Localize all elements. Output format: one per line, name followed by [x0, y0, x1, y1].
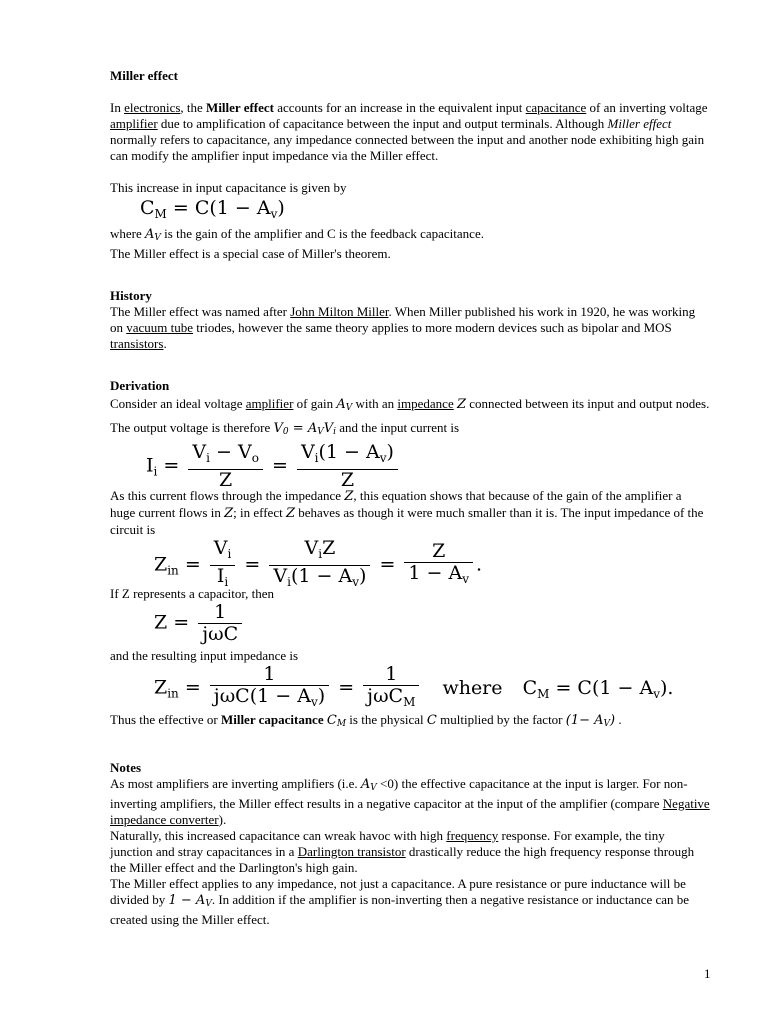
text: The Miller effect applies to any impedance, not just a capacitance. A pure resistance or pure inductance will be divided by — [110, 876, 686, 907]
math-v0-equation: V0 = AVVi — [273, 421, 336, 437]
equation-zin-capacitor: $Z_{in}$ = 1 $j\omega C(1 - A_v)$ = 1 jωC$_M$ where $C_M = C(1 - A_v)$. — [154, 663, 674, 709]
math-av: AV — [145, 227, 161, 243]
link-capacitance[interactable]: capacitance — [525, 100, 587, 115]
resulting-line: and the resulting input impedance is — [110, 648, 299, 663]
text: , this equation shows that because of the gain of the amplifier a huge current flows in — [110, 488, 682, 520]
text: . When Miller published his work in 1920, he was working on — [110, 304, 696, 335]
math-z: Z — [224, 506, 234, 521]
text: is the physical — [346, 712, 427, 727]
text: ; in effect — [233, 505, 286, 520]
text: accounts for an increase in the equivalent input — [274, 100, 526, 115]
capacitor-line: If Z represents a capacitor, then — [110, 586, 275, 601]
link-darlington-transistor[interactable]: Darlington transistor — [297, 844, 406, 859]
term-miller-effect: Miller effect — [206, 100, 275, 115]
history-heading: History — [110, 288, 152, 303]
page-number: 1 — [704, 966, 711, 981]
text: is the gain of the amplifier and C is the feedback capacitance. — [160, 226, 484, 241]
text: The Miller effect was named after — [110, 304, 291, 319]
math-factor: (1− AV) — [565, 713, 616, 729]
math-av: AV — [360, 777, 377, 793]
link-transistors[interactable]: transistors — [110, 336, 164, 351]
link-amplifier-2[interactable]: amplifier — [245, 396, 294, 411]
link-negative-impedance-converter[interactable]: Negative impedance converter — [110, 796, 710, 827]
where-line — [110, 226, 710, 246]
text: drastically reduce the high frequency response through the Miller effect and the Darlington's high gain. — [110, 844, 695, 875]
notes-paragraph-1 — [110, 776, 710, 828]
miller-capacitance-line: Thus the effective or Miller capacitance CM is the physical C multiplied by the factor (1− AV) . — [110, 712, 622, 729]
notes-paragraph-3 — [110, 876, 710, 928]
text: of gain — [293, 396, 337, 411]
notes-paragraph-2 — [110, 828, 710, 876]
text: Naturally, this increased capacitance can wreak havoc with high — [110, 828, 447, 843]
document-title: Miller effect — [110, 68, 178, 83]
text: In — [110, 100, 125, 115]
math-z: Z — [344, 489, 354, 504]
text: Consider an ideal voltage — [110, 396, 246, 411]
derivation-heading: Derivation — [110, 378, 170, 393]
math-c: C — [426, 713, 437, 728]
notes-heading: Notes — [110, 760, 142, 775]
text: As most amplifiers are inverting amplifiers (i.e. — [110, 776, 361, 791]
text: behaves as though it were much smaller than it is. The input impedance of the circuit is — [110, 505, 704, 537]
text: <0) the effective capacitance at the input is larger. For non-inverting amplifiers, the Miller effect results in a negative capacitor at the input of the amplifier (compare — [110, 776, 688, 811]
derivation-paragraph-2 — [110, 488, 710, 538]
equation-where: where — [442, 676, 503, 699]
increase-line: This increase in input capacitance is given by — [110, 180, 347, 195]
link-vacuum-tube[interactable]: vacuum tube — [126, 320, 194, 335]
text: due to amplification of capacitance between the input and output terminals. Although — [157, 116, 608, 131]
equation-z-capacitor: Z = 1 jωC — [154, 602, 710, 648]
text: Thus the effective or — [110, 712, 221, 727]
equation-cm: $C_M = C(1 - A_v)$ — [140, 197, 285, 221]
history-paragraph — [110, 304, 710, 352]
intro-paragraph — [110, 100, 710, 164]
math-z: Z — [456, 397, 467, 412]
math-cm: CM — [326, 713, 347, 729]
document-page — [110, 68, 710, 928]
link-amplifier[interactable]: amplifier — [110, 116, 158, 131]
derivation-paragraph — [110, 394, 710, 442]
math-z: Z — [285, 506, 296, 521]
text: . — [163, 336, 167, 351]
math-av: AV — [336, 397, 353, 413]
math-one-minus-av: 1 − AV — [168, 893, 212, 909]
text: triodes, however the same theory applies to more modern devices such as bipolar and MOS — [193, 320, 672, 335]
text: with an — [352, 396, 398, 411]
text: . In addition if the amplifier is non-inverting then a negative resistance or inductance can be created using the Miller effect. — [110, 892, 690, 927]
text: and the input current is — [335, 420, 460, 435]
link-electronics[interactable]: electronics — [124, 100, 181, 115]
special-case-line: The Miller effect is a special case of Miller's theorem. — [110, 246, 391, 261]
text: , the — [180, 100, 207, 115]
link-frequency[interactable]: frequency — [446, 828, 499, 843]
text: response. For example, the tiny junction and stray capacitances in a — [110, 828, 665, 859]
equation-input-current: $I_i$ = $\frac{V_i - V_o}{Z}$ = $\frac{V_i(1 - A_v)}{Z}$ — [146, 442, 710, 488]
link-john-milton-miller[interactable]: John Milton Miller — [290, 304, 389, 319]
term-miller-capacitance: Miller capacitance — [220, 712, 324, 727]
text: of an inverting voltage — [586, 100, 708, 115]
text: ). — [218, 812, 227, 827]
text: multiplied by the factor — [436, 712, 566, 727]
italic-miller-effect: Miller effect — [607, 116, 672, 131]
text: connected between its input and output nodes. The output voltage is therefore — [110, 396, 710, 435]
text: As this current flows through the impedance — [110, 488, 345, 503]
text: normally refers to capacitance, any impedance connected between the input and another node exhibiting high gain can modify the amplifier input impedance via the Miller effect. — [110, 132, 705, 163]
equation-input-impedance: $Z_{in}$ = $\frac{V_i}{I_i}$ = $V_iZ$ $V_i(1 - A_v)$ = $\frac{Z}{1 - A_v}$ . — [154, 537, 483, 589]
link-impedance[interactable]: impedance — [397, 396, 454, 411]
text: where — [110, 226, 146, 241]
